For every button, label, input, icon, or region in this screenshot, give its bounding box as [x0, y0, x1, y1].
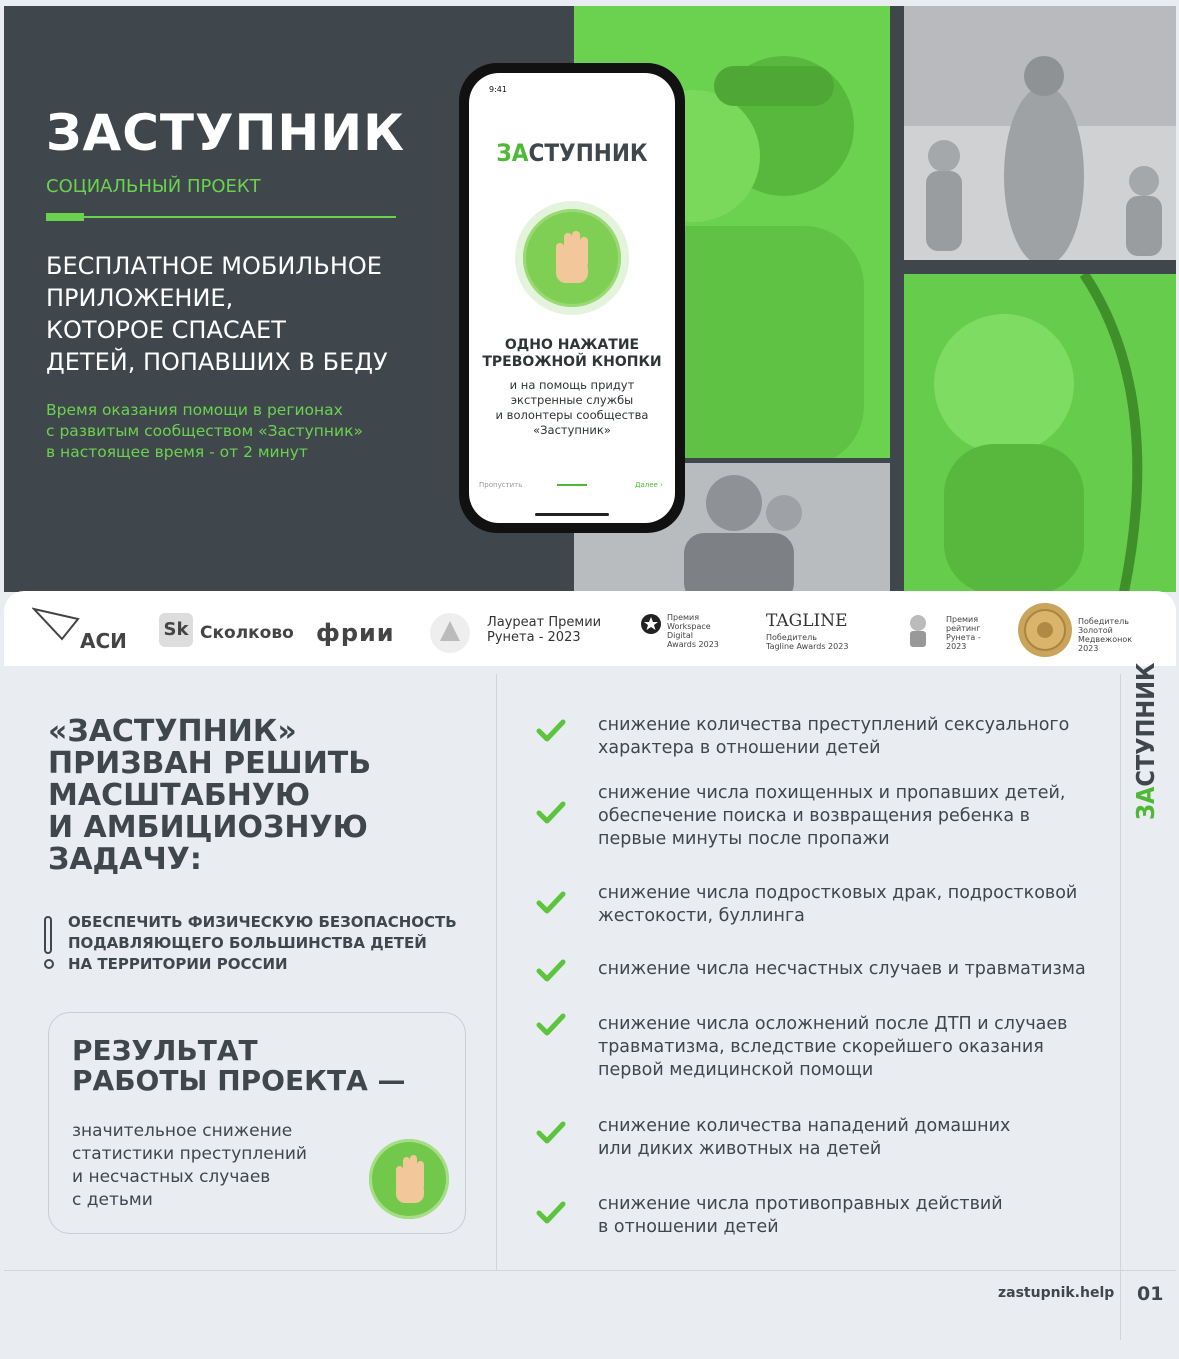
check-icon: [536, 1012, 566, 1042]
tagline-award-text: Победитель Tagline Awards 2023: [766, 633, 849, 651]
workspace-award-text: Премия Workspace Digital Awards 2023: [667, 613, 719, 649]
tagline-logo: TAGLINE: [766, 611, 848, 631]
check-icon: [536, 958, 566, 988]
phone-mockup: [459, 63, 685, 533]
runet-award-text: Лауреат Премии Рунета - 2023: [487, 615, 602, 645]
hero-banner: [4, 6, 1176, 592]
phone-body-text: и на помощь придут экстренные службы и волонтеры сообщества «Заступник»: [495, 378, 649, 437]
workspace-star-icon: [640, 613, 662, 635]
check-icon: [536, 890, 566, 920]
list-item: снижение числа похищенных и пропавших детей, обеспечение поиска и возвращения ребенка в первые минуты после пропажи: [598, 783, 1066, 849]
status-time: 9:41: [489, 85, 507, 94]
app-logo: ЗАСТУПНИК: [496, 139, 648, 167]
goal-text: ОБЕСПЕЧИТЬ ФИЗИЧЕСКУЮ БЕЗОПАСНОСТЬ ПОДАВЛЯЮЩЕГО БОЛЬШИНСТВА ДЕТЕЙ НА ТЕРРИТОРИИ РОССИИ: [68, 913, 457, 973]
alarm-button[interactable]: [523, 209, 621, 307]
hero-note: Время оказания помощи в регионах с развитым сообществом «Заступник» в настоящее время - от 2 минут: [46, 401, 363, 461]
footer-divider: [4, 1270, 1176, 1271]
skolkovo-mark: Sk: [159, 613, 193, 647]
skolkovo-logo: Сколково: [200, 623, 294, 643]
partners-strip: [4, 591, 1176, 666]
website-url[interactable]: zastupnik.help: [998, 1285, 1115, 1301]
page-number: 01: [1137, 1283, 1164, 1305]
medvezhonok-award-text: Победитель Золотой Медвежонок 2023: [1078, 617, 1133, 653]
home-indicator: [535, 513, 609, 516]
check-icon: [536, 1200, 566, 1230]
phone-heading: ОДНО НАЖАТИЕ ТРЕВОЖНОЙ КНОПКИ: [482, 337, 662, 370]
asi-logo-text: АСИ: [80, 629, 127, 653]
check-icon: [536, 800, 566, 830]
skip-link[interactable]: Пропустить: [479, 481, 523, 489]
divider-accent: [46, 213, 84, 221]
list-item: снижение числа подростковых драк, подростковой жестокости, буллинга: [598, 883, 1078, 926]
brand-title: ЗАСТУПНИК: [46, 104, 405, 162]
column-divider: [496, 674, 497, 1270]
rating-award-text: Премия рейтинг Рунета - 2023: [946, 615, 981, 651]
medvezhonok-medal-icon: [1017, 602, 1073, 658]
divider-line: [46, 216, 396, 218]
list-item: снижение количества нападений домашних или диких животных на детей: [598, 1116, 1011, 1159]
asi-logo-icon: [32, 605, 82, 645]
mother-children-photo: [904, 6, 1176, 260]
check-icon: [536, 718, 566, 748]
alarm-button-illustration: [369, 1139, 449, 1219]
hero-headline: БЕСПЛАТНОЕ МОБИЛЬНОЕ ПРИЛОЖЕНИЕ, КОТОРОЕ СПАСАЕТ ДЕТЕЙ, ПОПАВШИХ В БЕДУ: [46, 252, 388, 376]
list-item: снижение числа несчастных случаев и травматизма: [598, 959, 1086, 979]
girl-photo: [904, 274, 1176, 592]
rating-award-icon: [904, 611, 940, 651]
page-indicator: [557, 484, 587, 486]
runet-award-icon: [428, 611, 472, 655]
list-item: снижение количества преступлений сексуального характера в отношении детей: [598, 715, 1070, 758]
brand-column-divider: [1120, 674, 1121, 1340]
result-title: РЕЗУЛЬТАТ РАБОТЫ ПРОЕКТА —: [72, 1034, 406, 1097]
brand-subtitle: СОЦИАЛЬНЫЙ ПРОЕКТ: [46, 176, 261, 197]
exclamation-dot-icon: [44, 959, 54, 969]
hand-icon: [552, 229, 592, 287]
list-item: снижение числа противоправных действий в отношении детей: [598, 1194, 1003, 1237]
hand-icon: [393, 1153, 427, 1205]
exclamation-icon: [44, 916, 52, 954]
friid-logo: фрии: [316, 619, 395, 647]
result-text: значительное снижение статистики преступлений и несчастных случаев с детьми: [72, 1121, 307, 1210]
next-link[interactable]: Далее ›: [635, 481, 663, 489]
check-icon: [536, 1120, 566, 1150]
phone-screen: [469, 73, 675, 523]
list-item: снижение числа осложнений после ДТП и случаев травматизма, вследствие скорейшего оказания первой медицинской помощи: [598, 1014, 1068, 1080]
task-title: «ЗАСТУПНИК» ПРИЗВАН РЕШИТЬ МАСШТАБНУЮ И АМБИЦИОЗНУЮ ЗАДАЧУ:: [48, 714, 372, 877]
